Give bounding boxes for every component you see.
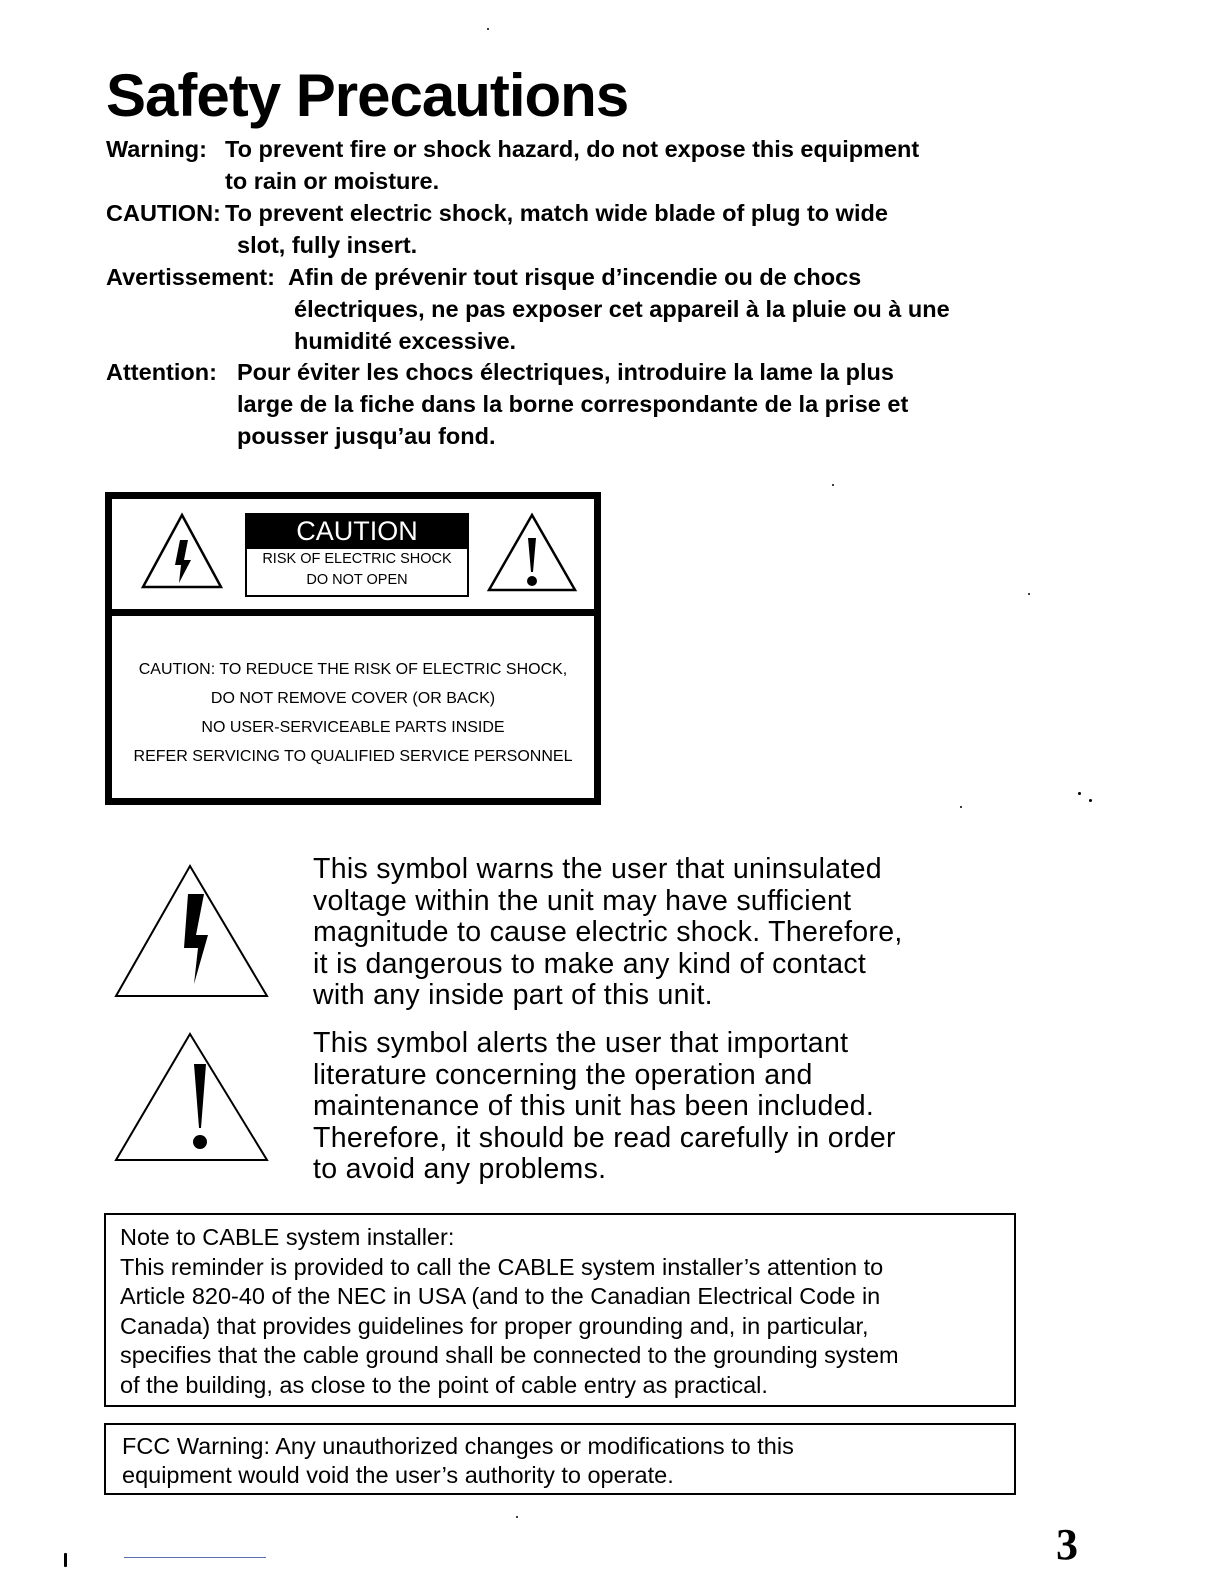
note-line: specifies that the cable ground shall be connected to the grounding system <box>120 1342 899 1368</box>
warning-label: Warning: <box>106 136 207 162</box>
scan-speck <box>960 806 962 808</box>
attention-line: Pour éviter les chocs électriques, introduire la lame la plus <box>237 359 894 385</box>
note-heading: Note to CABLE system installer: <box>120 1224 455 1250</box>
symbol-line: with any inside part of this unit. <box>313 979 713 1011</box>
symbol-line: to avoid any problems. <box>313 1153 607 1185</box>
scan-speck <box>64 1553 67 1567</box>
attention-line: large de la fiche dans la borne correspondante de la prise et <box>237 391 909 417</box>
avertissement-line: humidité excessive. <box>294 328 517 354</box>
symbol-line: it is dangerous to make any kind of contact <box>313 947 867 980</box>
scan-speck <box>487 28 489 30</box>
lightning-warning-icon <box>112 862 272 1002</box>
symbol-line: This symbol alerts the user that important <box>313 1027 849 1059</box>
symbol-line: magnitude to cause electric shock. Therefore, <box>313 916 903 948</box>
note-line: This reminder is provided to call the CABLE system installer’s attention to <box>120 1253 884 1280</box>
caution-title: CAUTION <box>245 513 469 547</box>
footer-rule <box>124 1557 266 1558</box>
caution-line: slot, fully insert. <box>237 232 418 258</box>
avertissement-line: Afin de prévenir tout risque d’incendie ou de chocs <box>288 264 862 290</box>
scan-speck <box>516 1516 518 1518</box>
symbol-description <box>313 1028 896 1186</box>
caution-body-line: REFER SERVICING TO QUALIFIED SERVICE PERSONNEL <box>133 748 573 765</box>
caution-box-body <box>112 655 594 771</box>
symbol-line: voltage within the unit may have sufficient <box>313 884 852 917</box>
caution-body-line: CAUTION: TO REDUCE THE RISK OF ELECTRIC SHOCK, <box>138 661 568 678</box>
attention-row <box>106 356 1106 449</box>
cable-installer-note <box>104 1213 1016 1407</box>
caution-subtitle <box>245 547 469 597</box>
fcc-line: FCC Warning: Any unauthorized changes or modifications to this <box>122 1433 794 1459</box>
caution-body-line: DO NOT REMOVE COVER (OR BACK) <box>210 690 496 707</box>
caution-body-line: NO USER-SERVICEABLE PARTS INSIDE <box>201 719 505 736</box>
symbol-description <box>313 854 903 1012</box>
avertissement-label: Avertissement: <box>106 264 275 290</box>
fcc-line: equipment would void the user’s authority to operate. <box>122 1462 674 1488</box>
caution-label-box <box>105 492 601 805</box>
scan-speck <box>1028 593 1030 595</box>
symbol-line: maintenance of this unit has been included. <box>313 1090 875 1122</box>
caution-label: CAUTION: <box>106 200 221 226</box>
symbol-line: This symbol warns the user that uninsulated <box>313 853 882 885</box>
caution-sub-line: DO NOT OPEN <box>306 572 408 588</box>
note-line: Canada) that provides guidelines for proper grounding and, in particular, <box>120 1312 869 1339</box>
avertissement-line: électriques, ne pas exposer cet appareil à la pluie ou à une <box>294 296 950 322</box>
fcc-warning-box <box>104 1423 1016 1495</box>
lightning-triangle-icon <box>140 512 224 590</box>
note-line: Article 820-40 of the NEC in USA (and to the Canadian Electrical Code in <box>120 1283 881 1309</box>
warning-line: To prevent fire or shock hazard, do not expose this equipment <box>225 136 920 162</box>
warning-line: to rain or moisture. <box>225 168 440 194</box>
warning-row <box>106 133 1106 194</box>
avertissement-row <box>106 261 1106 354</box>
scan-speck <box>1089 799 1092 802</box>
symbol-line: literature concerning the operation and <box>313 1058 813 1091</box>
scan-speck <box>1078 792 1081 795</box>
caution-row <box>106 197 1106 258</box>
caution-sub-line: RISK OF ELECTRIC SHOCK <box>262 551 452 567</box>
attention-line: pousser jusqu’au fond. <box>237 423 496 449</box>
exclamation-warning-icon <box>112 1030 272 1166</box>
page-number: 3 <box>1056 1520 1078 1569</box>
caution-box-header <box>112 499 594 616</box>
page-title: Safety Precautions <box>106 62 629 129</box>
scan-speck <box>832 484 834 486</box>
note-line: of the building, as close to the point of cable entry as practical. <box>120 1371 768 1398</box>
attention-label: Attention: <box>106 359 217 385</box>
symbol-line: Therefore, it should be read carefully in order <box>313 1121 896 1154</box>
exclamation-triangle-icon <box>486 512 578 594</box>
caution-line: To prevent electric shock, match wide blade of plug to wide <box>225 200 888 226</box>
